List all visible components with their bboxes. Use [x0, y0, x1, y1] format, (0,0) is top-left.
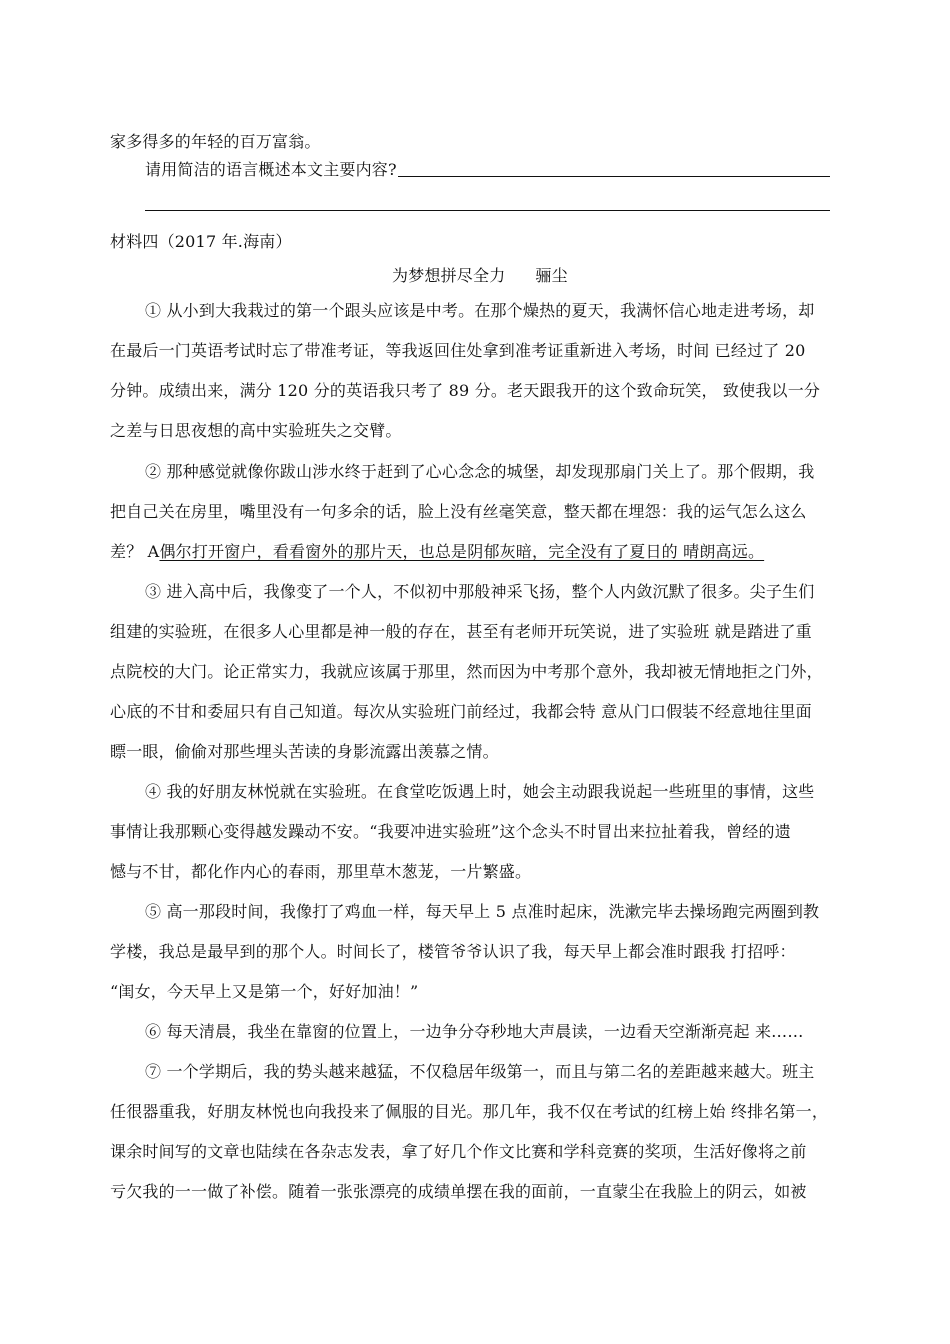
- paragraph-line: 事情让我那颗心变得越发躁动不安。“我要冲进实验班”这个念头不时冒出来拉扯着我，曾经的遗: [110, 822, 791, 841]
- paragraph-line: 瞟一眼，偷偷对那些埋头苦读的身影流露出羡慕之情。: [110, 742, 499, 761]
- paragraph-line: “闺女，今天早上又是第一个，好好加油！”: [110, 982, 419, 1001]
- paragraph-line: 课余时间写的文章也陆续在各杂志发表，拿了好几个作文比赛和学科竞赛的奖项，生活好像将之前: [110, 1142, 807, 1161]
- title-text: 为梦想拼尽全力: [392, 266, 506, 285]
- paragraph-line: 憾与不甘，都化作内心的春雨，那里草木葱茏，一片繁盛。: [110, 862, 532, 881]
- paragraph-line: ③ 进入高中后，我像变了一个人，不似初中那般神采飞扬，整个人内敛沉默了很多。尖子生们: [145, 582, 815, 601]
- paragraph-line: 学楼，我总是最早到的那个人。时间长了，楼管爷爷认识了我，每天早上都会准时跟我 打招呼：: [110, 942, 796, 961]
- paragraph-line: ⑥ 每天清晨，我坐在靠窗的位置上，一边争分夺秒地大声晨读，一边看天空渐渐亮起 来……: [145, 1022, 804, 1041]
- article-title: [392, 266, 568, 286]
- paragraph-text: 差？ A: [110, 542, 160, 561]
- answer-blank-line: [398, 176, 830, 177]
- paragraph-line: 分钟。成绩出来，满分 120 分的英语我只考了 89 分。老天跟我开的这个致命玩笑， 致使我以一分: [110, 381, 821, 400]
- paragraph-line: [110, 542, 764, 562]
- paragraph-line: 把自己关在房里，嘴里没有一句多余的话，脸上没有丝毫笑意，整天都在埋怨：我的运气怎么这么: [110, 502, 807, 521]
- material-label: 材料四（2017 年.海南）: [110, 232, 292, 251]
- paragraph-line: ① 从小到大我栽过的第一个跟头应该是中考。在那个燥热的夏天，我满怀信心地走进考场，却: [145, 301, 815, 320]
- underlined-sentence-a: 偶尔打开窗户，看看窗外的那片天，也总是阴郁灰暗，完全没有了夏日的 晴朗高远。: [159, 542, 765, 561]
- paragraph-line: 点院校的大门。论正常实力，我就应该属于那里，然而因为中考那个意外，我却被无情地拒之门外，: [110, 662, 823, 681]
- paragraph-line: 组建的实验班，在很多人心里都是神一般的存在，甚至有老师开玩笑说，进了实验班 就是踏进了重: [110, 622, 812, 641]
- paragraph-line: ⑦ 一个学期后，我的势头越来越猛，不仅稳居年级第一，而且与第二名的差距越来越大。班主: [145, 1062, 815, 1081]
- paragraph-line: ⑤ 高一那段时间，我像打了鸡血一样，每天早上 5 点准时起床，洗漱完毕去操场跑完两圈到教: [145, 902, 820, 921]
- answer-blank-line: [145, 210, 830, 211]
- paragraph-line: 任很器重我，好朋友林悦也向我投来了佩服的目光。那几年，我不仅在考试的红榜上始 终排名第一，: [110, 1102, 829, 1121]
- paragraph-line: ④ 我的好朋友林悦就在实验班。在食堂吃饭遇上时，她会主动跟我说起一些班里的事情，这些: [145, 782, 815, 801]
- paragraph-line: ② 那种感觉就像你跋山涉水终于赶到了心心念念的城堡，却发现那扇门关上了。那个假期，我: [145, 462, 815, 481]
- text-line: 家多得多的年轻的百万富翁。: [110, 132, 321, 151]
- paragraph-line: 之差与日思夜想的高中实验班失之交臂。: [110, 421, 402, 440]
- question-prompt: 请用简洁的语言概述本文主要内容?: [145, 160, 397, 179]
- paragraph-line: 在最后一门英语考试时忘了带准考证，等我返回住处拿到准考证重新进入考场，时间 已经过了 20: [110, 341, 806, 360]
- paragraph-line: 亏欠我的一一做了补偿。随着一张张漂亮的成绩单摆在我的面前，一直蒙尘在我脸上的阴云，如被: [110, 1182, 807, 1201]
- paragraph-line: 心底的不甘和委屈只有自己知道。每次从实验班门前经过，我都会特 意从门口假装不经意地往里面: [110, 702, 812, 721]
- author-name: 骊尘: [535, 266, 568, 285]
